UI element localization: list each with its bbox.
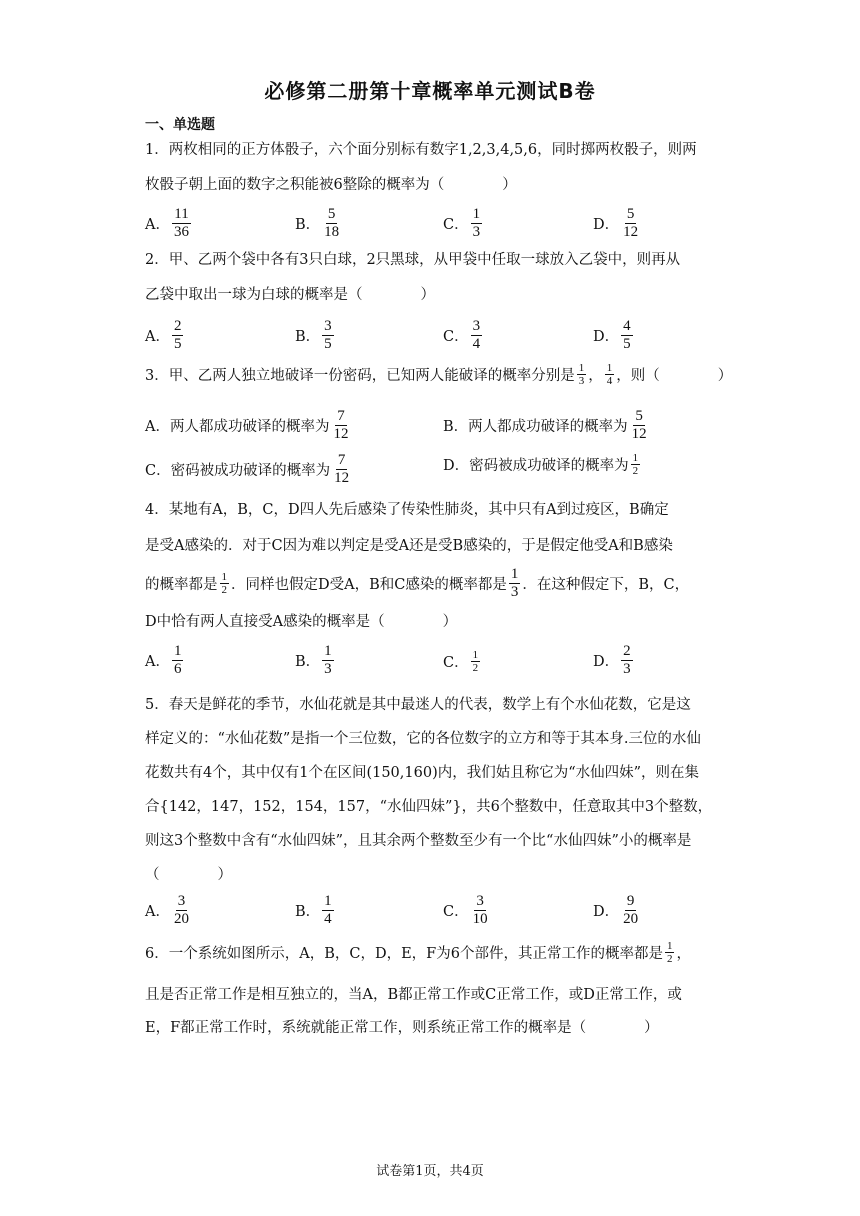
q2-option-a: A． $\frac{2}{5}$ xyxy=(145,318,182,352)
q4-line-2: 是受A感染的．对于C因为难以判定是受A还是受B感染的，于是假定他受A和B感染 xyxy=(145,538,673,554)
q1-line-2: 枚骰子朝上面的数字之积能被6整除的概率为（ ） xyxy=(145,177,517,193)
q5-line-2: 样定义的：“水仙花数”是指一个三位数，它的各位数字的立方和等于其本身.三位的水仙 xyxy=(145,731,701,747)
q4-option-b: B． $\frac{1}{3}$ xyxy=(295,643,332,677)
q5-line-6: （ ） xyxy=(145,867,232,883)
q5-line-5: 则这3个整数中含有“水仙四妹”，且其余两个整数至少有一个比“水仙四妹”小的概率是 xyxy=(145,833,692,849)
q4-option-d: D． $\frac{2}{3}$ xyxy=(593,643,631,677)
q6-line-2: 且是否正常工作是相互独立的，当A，B都正常工作或C正常工作，或D正常工作，或 xyxy=(145,987,682,1003)
q4-option-a: A． $\frac{1}{6}$ xyxy=(145,643,182,677)
q5-option-c: C． $\frac{3}{10}$ xyxy=(443,893,488,927)
q1-option-d: D． $\frac{5}{12}$ xyxy=(593,206,639,240)
q5-option-d: D． $\frac{9}{20}$ xyxy=(593,893,639,927)
q1-option-a: A． $\frac{11}{36}$ xyxy=(145,206,189,240)
q4-option-c: C． $\frac{1}{2}$ xyxy=(443,649,479,674)
q3-option-d: D．密码被成功破译的概率为 $\frac{1}{2}$ xyxy=(443,452,639,477)
q4-line-3: 的概率都是 $\frac{1}{2}$ ．同样也假定D受A，B和C感染的概率都是 $\frac{1}{3}$ ．在这种假定下，B，C， xyxy=(145,566,690,600)
q4-line-4: D中恰有两人直接受A感染的概率是（ ） xyxy=(145,614,458,630)
section-heading: 一、单选题 xyxy=(145,117,215,133)
q3-option-b: B．两人都成功破译的概率为 $\frac{5}{12}$ xyxy=(443,408,647,442)
q2-line-2: 乙袋中取出一球为白球的概率是（ ） xyxy=(145,287,435,303)
q6-line-3: E，F都正常工作时，系统就能正常工作，则系统正常工作的概率是（ ） xyxy=(145,1020,659,1036)
q1-option-b: B． $\frac{5}{18}$ xyxy=(295,206,340,240)
q3-option-a: A．两人都成功破译的概率为 $\frac{7}{12}$ xyxy=(145,408,349,442)
q5-line-4: 合{142，147，152，154，157，“水仙四妹”}，共6个整数中，任意取其中3个整数， xyxy=(145,799,713,815)
q2-option-d: D． $\frac{4}{5}$ xyxy=(593,318,631,352)
q1-option-c: C． $\frac{1}{3}$ xyxy=(443,206,481,240)
q5-line-1: 5．春天是鲜花的季节，水仙花就是其中最迷人的代表，数学上有个水仙花数，它是这 xyxy=(145,697,691,713)
q5-option-a: A． $\frac{3}{20}$ xyxy=(145,893,189,927)
q6-line-1: 6．一个系统如图所示，A，B，C，D，E，F为6个部件，其正常工作的概率都是 $\frac{1}{2}$ ， xyxy=(145,940,691,965)
q1-line-1: 1．两枚相同的正方体骰子，六个面分别标有数字1,2,3,4,5,6，同时掷两枚骰子，则两 xyxy=(145,142,697,158)
q2-line-1: 2．甲、乙两个袋中各有3只白球，2只黑球，从甲袋中任取一球放入乙袋中，则再从 xyxy=(145,252,681,268)
q5-line-3: 花数共有4个，其中仅有1个在区间(150,160)内，我们姑且称它为“水仙四妹”，则在集 xyxy=(145,765,700,781)
page-title: 必修第二册第十章概率单元测试B卷 xyxy=(264,79,596,103)
q3-option-c: C．密码被成功破译的概率为 $\frac{7}{12}$ xyxy=(145,452,350,486)
q2-option-c: C． $\frac{3}{4}$ xyxy=(443,318,481,352)
page-footer: 试卷第1页，共4页 xyxy=(376,1164,484,1179)
q3-stem: 3．甲、乙两人独立地破译一份密码，已知两人能破译的概率分别是 $\frac{1}{3}$ ， $\frac{1}{4}$ ，则（ ） xyxy=(145,362,733,387)
q4-line-1: 4．某地有A，B，C，D四人先后感染了传染性肺炎，其中只有A到过疫区，B确定 xyxy=(145,502,669,518)
q2-option-b: B． $\frac{3}{5}$ xyxy=(295,318,332,352)
q5-option-b: B． $\frac{1}{4}$ xyxy=(295,893,332,927)
